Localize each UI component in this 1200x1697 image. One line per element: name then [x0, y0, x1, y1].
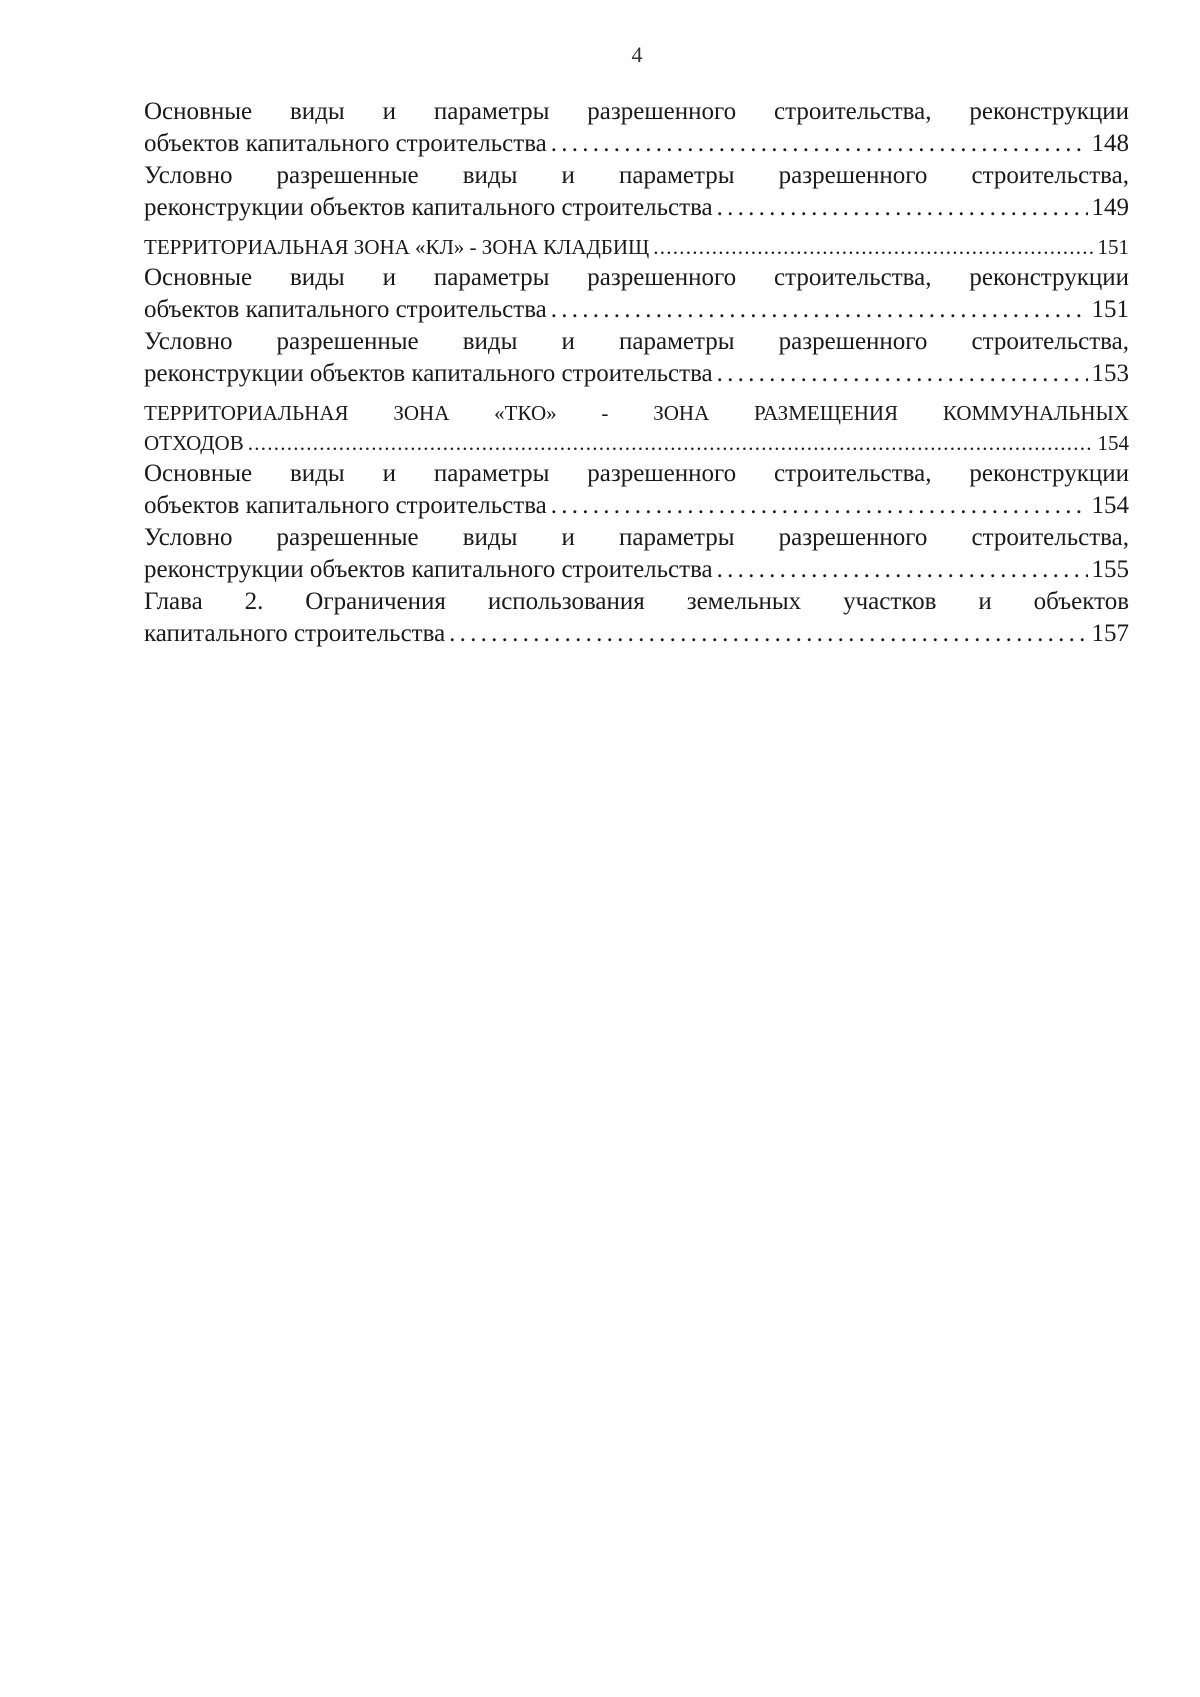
toc-page-number: 151 — [1091, 296, 1129, 323]
toc-entry-title-line2: реконструкции объектов капитального строительства — [144, 360, 713, 387]
toc-page-number: 157 — [1091, 620, 1129, 647]
toc-entry-title-line2: объектов капитального строительства — [144, 296, 547, 323]
toc-entry[interactable] — [144, 586, 1129, 650]
toc-entry-title-line2: ОТХОДОВ — [144, 431, 244, 455]
toc-entry-title-line1: Основные виды и параметры разрешенного строительства, реконструкции — [144, 98, 1129, 125]
toc-entry[interactable] — [144, 522, 1129, 586]
dot-leader — [717, 554, 1088, 586]
dot-leader — [717, 358, 1088, 390]
toc-entry-title-line2: реконструкции объектов капитального строительства — [144, 556, 713, 583]
toc-entry-title-line1: Условно разрешенные виды и параметры разрешенного строительства, — [144, 162, 1129, 189]
toc-entry[interactable] — [144, 96, 1129, 160]
page-number: 4 — [631, 42, 643, 67]
dot-leader — [551, 294, 1088, 326]
dot-leader — [449, 618, 1087, 650]
toc-entry[interactable] — [144, 326, 1129, 390]
toc-zone-heading[interactable] — [144, 398, 1129, 458]
toc-page-number: 155 — [1091, 556, 1129, 583]
toc-entry-title-line2: реконструкции объектов капитального строительства — [144, 194, 713, 221]
dot-leader — [551, 490, 1088, 522]
toc-entry-title-line1: Условно разрешенные виды и параметры разрешенного строительства, — [144, 524, 1129, 551]
toc-entry[interactable] — [144, 262, 1129, 326]
toc-entry-title-line1: ТЕРРИТОРИАЛЬНАЯ ЗОНА «ТКО» - ЗОНА РАЗМЕЩЕНИЯ КОММУНАЛЬНЫХ — [144, 401, 1129, 425]
toc-entry-title-line1: Глава 2. Ограничения использования земельных участков и объектов — [144, 588, 1129, 615]
dot-leader — [248, 428, 1094, 458]
table-of-contents — [144, 96, 1129, 650]
toc-page-number: 148 — [1091, 130, 1129, 157]
toc-page-number: 153 — [1091, 360, 1129, 387]
toc-entry[interactable] — [144, 160, 1129, 224]
toc-page-number: 154 — [1097, 431, 1129, 455]
toc-entry[interactable] — [144, 458, 1129, 522]
toc-zone-heading[interactable] — [144, 232, 1129, 262]
toc-page-number: 151 — [1097, 235, 1129, 259]
dot-leader — [551, 128, 1088, 160]
toc-entry-title-line2: объектов капитального строительства — [144, 492, 547, 519]
toc-entry-title-line1: Основные виды и параметры разрешенного строительства, реконструкции — [144, 264, 1129, 291]
toc-page-number: 154 — [1091, 492, 1129, 519]
dot-leader — [717, 192, 1088, 224]
toc-entry-title-line1: Основные виды и параметры разрешенного строительства, реконструкции — [144, 460, 1129, 487]
toc-page-number: 149 — [1091, 194, 1129, 221]
dot-leader — [653, 232, 1093, 262]
toc-entry-title-line2: капитального строительства — [144, 620, 446, 647]
toc-entry-title-line1: Условно разрешенные виды и параметры разрешенного строительства, — [144, 328, 1129, 355]
toc-entry-title-line2: объектов капитального строительства — [144, 130, 547, 157]
toc-entry-title-line2: ТЕРРИТОРИАЛЬНАЯ ЗОНА «КЛ» - ЗОНА КЛАДБИЩ — [144, 235, 650, 259]
